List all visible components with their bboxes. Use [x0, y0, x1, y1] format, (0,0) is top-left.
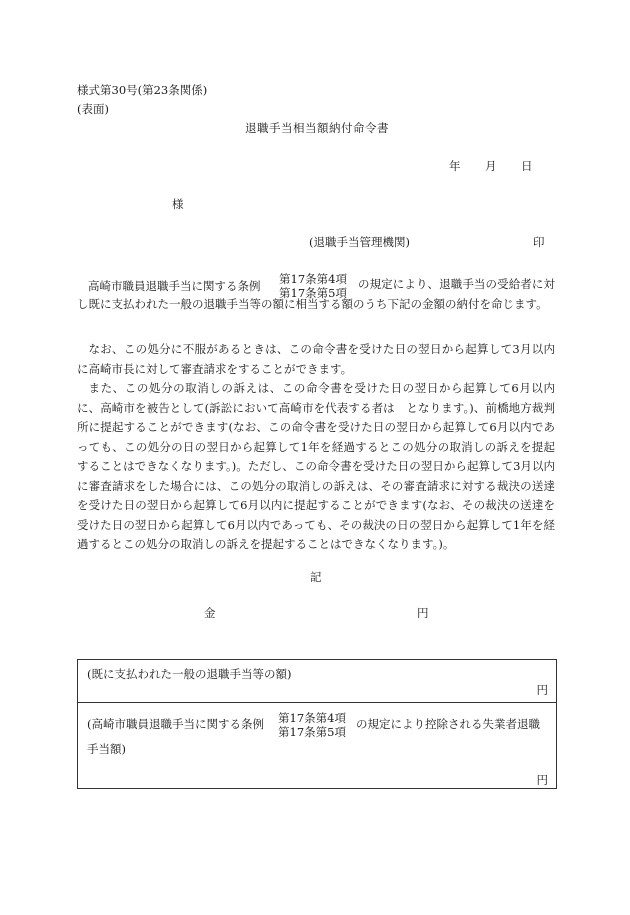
- document-title: 退職手当相当額納付命令書: [245, 121, 389, 135]
- row2-label-cont: 手当額): [87, 742, 126, 756]
- row1-unit: 円: [536, 683, 548, 697]
- body-p1-start: 高崎市職員退職手当に関する条例: [88, 279, 261, 293]
- issuer-label: (退職手当管理機関): [309, 235, 410, 249]
- date-year: 年: [449, 159, 461, 173]
- amount-unit: 円: [417, 606, 429, 620]
- row1-label: (既に支払われた一般の退職手当等の額): [87, 667, 292, 681]
- amount-label: 金: [204, 606, 216, 620]
- row2-label-start: (高崎市職員退職手当に関する条例: [87, 717, 264, 731]
- form-number: 様式第30号(第23条関係): [77, 83, 208, 97]
- row2-label-end: の規定により控除される失業者退職: [356, 717, 540, 731]
- body-paragraphs: [77, 340, 555, 555]
- article-a: 第17条第4項: [279, 272, 347, 286]
- side-label: (表面): [77, 102, 109, 116]
- seal-mark: 印: [533, 235, 545, 249]
- date-day: 日: [521, 159, 533, 173]
- ki-heading: 記: [310, 570, 322, 584]
- body-p3: また、この処分の取消しの訴えは、この命令書を受けた日の翌日から起算して6月以内に、高崎市を被告として(訴訟において高崎市を代表する者は となります。)、前橋地方裁判所に提起することができます(なお、この命令書を受けた日の翌日から起算して6月以内であっても、この処分の日の翌日から起算して1年を経過するとこの処分の取消しの訴えを提起することはできなくなります。)。ただし、この命令書を受けた日の翌日から起算して3月以内に審査請求をした場合には、この処分の取消しの訴えは、その審査請求に対する裁決の送達を受けた日の翌日から起算して6月以内に提起することができます(なお、その裁決の送達を受けた日の翌日から起算して6月以内であっても、その裁決の日の翌日から起算して1年を経過するとこの処分の取消しの訴えを提起することはできなくなります。)。: [77, 381, 555, 551]
- row2-unit: 円: [536, 773, 548, 787]
- body-p2: なお、この処分に不服があるときは、この命令書を受けた日の翌日から起算して3月以内に高崎市長に対して審査請求をすることができます。: [77, 342, 555, 376]
- row2-article-b: 第17条第5項: [278, 725, 346, 739]
- body-p1: [77, 275, 555, 314]
- date-month: 月: [485, 159, 497, 173]
- row2-article-a: 第17条第4項: [278, 711, 346, 725]
- article-b: 第17条第5項: [279, 286, 347, 300]
- amount-table: [77, 659, 557, 789]
- addressee-suffix: 様: [172, 197, 184, 211]
- body-p1-text: の規定により、退職手当の受給者に対し既に支払われた一般の退職手当等の額に相当する額のうち下記の金額の納付を命じます。: [77, 277, 555, 311]
- table-divider: [78, 702, 556, 703]
- row2-article-stack: [278, 711, 346, 739]
